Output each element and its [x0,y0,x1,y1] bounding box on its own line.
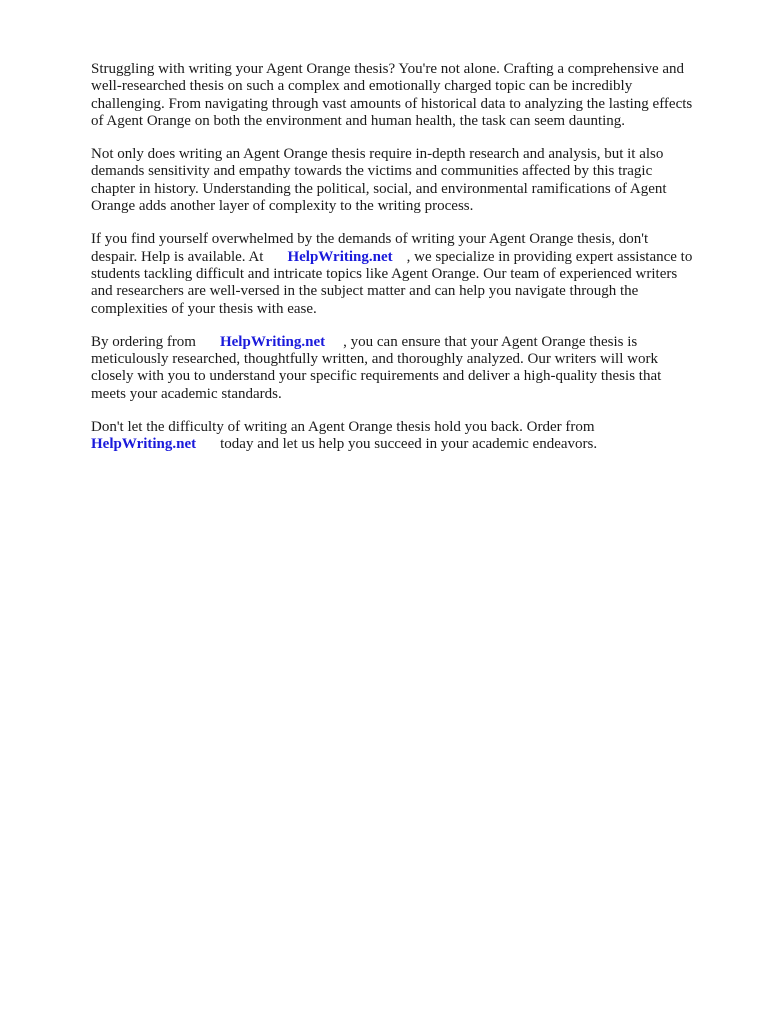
text-segment: despair. Help is available. At [91,248,264,265]
document-body [91,61,731,470]
text-line: complexities of your thesis with ease. [91,300,317,317]
text-line [91,436,731,453]
text-line: closely with you to understand your specific requirements and deliver a high-quality thesis that [91,368,662,385]
text-line: Orange adds another layer of complexity to the writing process. [91,198,474,215]
text-line: Struggling with writing your Agent Orange thesis? You're not alone. Crafting a comprehensive and [91,61,685,77]
text-segment: , we specialize in providing expert assistance to [406,248,693,265]
paragraph-intro [91,61,731,130]
text-line: demands sensitivity and empathy towards the victims and communities affected by this tragic [91,163,653,180]
text-line: of Agent Orange on both the environment and human health, the task can seem daunting. [91,112,626,129]
text-line: and researchers are well-versed in the subject matter and can help you navigate through the [91,283,639,300]
text-line: Don't let the difficulty of writing an Agent Orange thesis hold you back. Order from [91,419,595,436]
text-line [91,334,731,351]
paragraph-closing [91,419,731,454]
text-line: well-researched thesis on such a complex and emotionally charged topic can be incredibly [91,78,633,95]
text-line: meets your academic standards. [91,385,282,402]
paragraph-help [91,231,731,317]
helpwriting-link[interactable]: HelpWriting.net [91,436,197,453]
text-segment: today and let us help you succeed in your academic endeavors. [220,436,598,453]
text-segment: By ordering from [91,333,196,350]
text-line: If you find yourself overwhelmed by the demands of writing your Agent Orange thesis, don't [91,231,649,248]
text-line [91,249,731,266]
text-line: challenging. From navigating through vast amounts of historical data to analyzing the lasting effects [91,95,693,112]
text-line: students tackling difficult and intricate topics like Agent Orange. Our team of experienced writers [91,265,678,282]
text-line: meticulously researched, thoughtfully written, and thoroughly analyzed. Our writers will work [91,351,658,368]
paragraph-ordering [91,334,731,403]
text-line: Not only does writing an Agent Orange thesis require in-depth research and analysis, but it also [91,146,664,163]
text-line: chapter in history. Understanding the political, social, and environmental ramifications of Agent [91,180,667,197]
helpwriting-link[interactable]: HelpWriting.net [287,248,393,265]
text-segment: , you can ensure that your Agent Orange thesis is [343,333,638,350]
helpwriting-link[interactable]: HelpWriting.net [219,333,326,350]
paragraph-research [91,146,731,215]
